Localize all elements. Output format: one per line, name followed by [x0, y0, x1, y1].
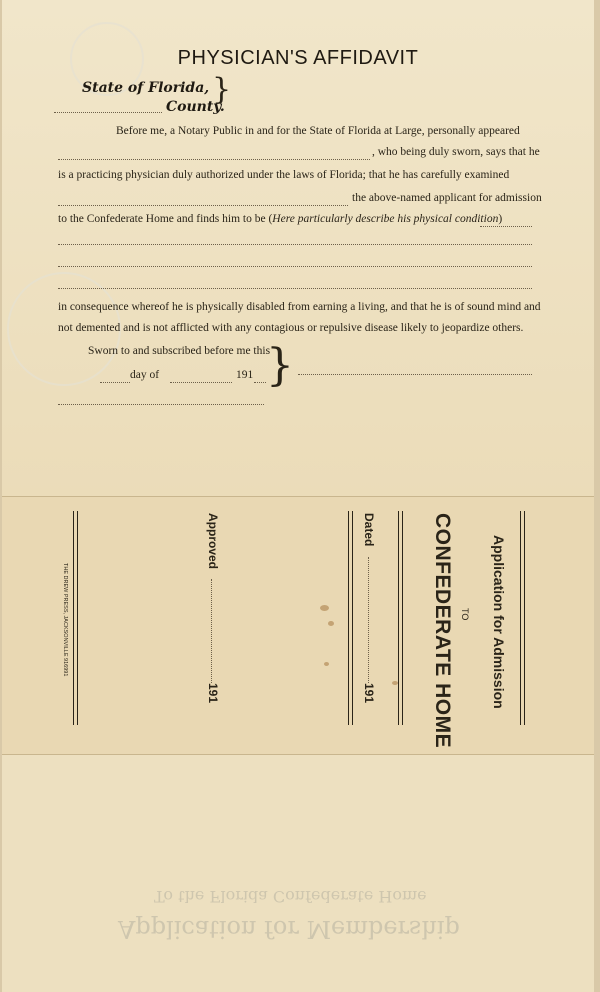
cover-rule-mid-a [398, 511, 399, 725]
stain-1 [320, 605, 329, 611]
approved-label: Approved [206, 513, 220, 570]
examined-blank [58, 205, 348, 206]
cover-rule-right-a [520, 511, 521, 725]
county-label: County. [166, 99, 225, 115]
affidavit-line-5-start: to the Confederate Home and finds him to be ( [58, 213, 273, 225]
cover-panel [2, 497, 594, 755]
stain-3 [324, 662, 329, 666]
affidavit-line-4: the above-named applicant for admission [352, 192, 542, 204]
sworn-statement: Sworn to and subscribed before me this [88, 345, 271, 357]
cover-rule-mid-c [348, 511, 349, 725]
cover-rule-mid-b [402, 511, 403, 725]
year-blank [254, 382, 266, 383]
notary-seal-blank [58, 404, 264, 405]
approved-blank [211, 579, 212, 683]
affidavit-line-5-instruction: Here particularly describe his physical condition [272, 213, 499, 225]
day-of-label: day of [130, 369, 160, 381]
condition-blank-4 [58, 288, 532, 289]
bleed-through-subheading: To the Florida Confederate Home [154, 887, 427, 906]
condition-blank-2 [58, 244, 532, 245]
dated-blank [368, 557, 369, 683]
dated-label: Dated [362, 513, 376, 547]
month-blank [170, 382, 232, 383]
notary-signature-blank [298, 374, 532, 375]
state-label: State of Florida, [82, 80, 210, 96]
venue-bracket: } [212, 72, 232, 107]
document-sheet [2, 0, 594, 992]
bleed-through-heading: Application for Membership [118, 915, 460, 943]
affidavit-line-3: is a practicing physician duly authorized under the laws of Florida; that he has carefully examined [58, 169, 510, 181]
county-blank [54, 112, 162, 113]
cover-rule-left-b [77, 511, 78, 725]
condition-blank-3 [58, 266, 532, 267]
cover-heading-to: TO [460, 608, 470, 621]
back-panel [2, 755, 594, 992]
year-label: 191 [236, 369, 254, 381]
affidavit-line-5 [58, 213, 502, 225]
affidavit-line-5-end: ) [498, 213, 503, 225]
affidavit-line-7: not demented and is not afflicted with any contagious or repulsive disease likely to jeopardize others. [58, 322, 524, 334]
stain-2 [328, 621, 334, 626]
cover-rule-left-a [73, 511, 74, 725]
affidavit-line-1: Before me, a Notary Public in and for the State of Florida at Large, personally appeared [116, 125, 520, 137]
cover-rule-mid-d [352, 511, 353, 725]
affidavit-line-2: , who being duly sworn, says that he [372, 146, 540, 158]
affidavit-line-6: in consequence whereof he is physically disabled from earning a living, and that he is of sound mind and [58, 301, 541, 313]
affidavit-title: PHYSICIAN'S AFFIDAVIT [177, 47, 419, 69]
approved-year: 191 [206, 683, 220, 704]
printer-imprint: THE DREW PRESS, JACKSONVILLE 916991 [62, 563, 68, 677]
affidavit-panel [2, 0, 594, 497]
cover-heading-top: Application for Admission [491, 535, 507, 709]
cover-rule-right-b [524, 511, 525, 725]
cover-heading-main: CONFEDERATE HOME [431, 513, 454, 749]
physician-name-blank [58, 159, 370, 160]
stain-4 [392, 681, 398, 685]
dated-year: 191 [362, 683, 376, 704]
condition-blank-1 [480, 226, 532, 227]
day-blank [100, 382, 130, 383]
jurat-bracket: } [266, 340, 294, 391]
